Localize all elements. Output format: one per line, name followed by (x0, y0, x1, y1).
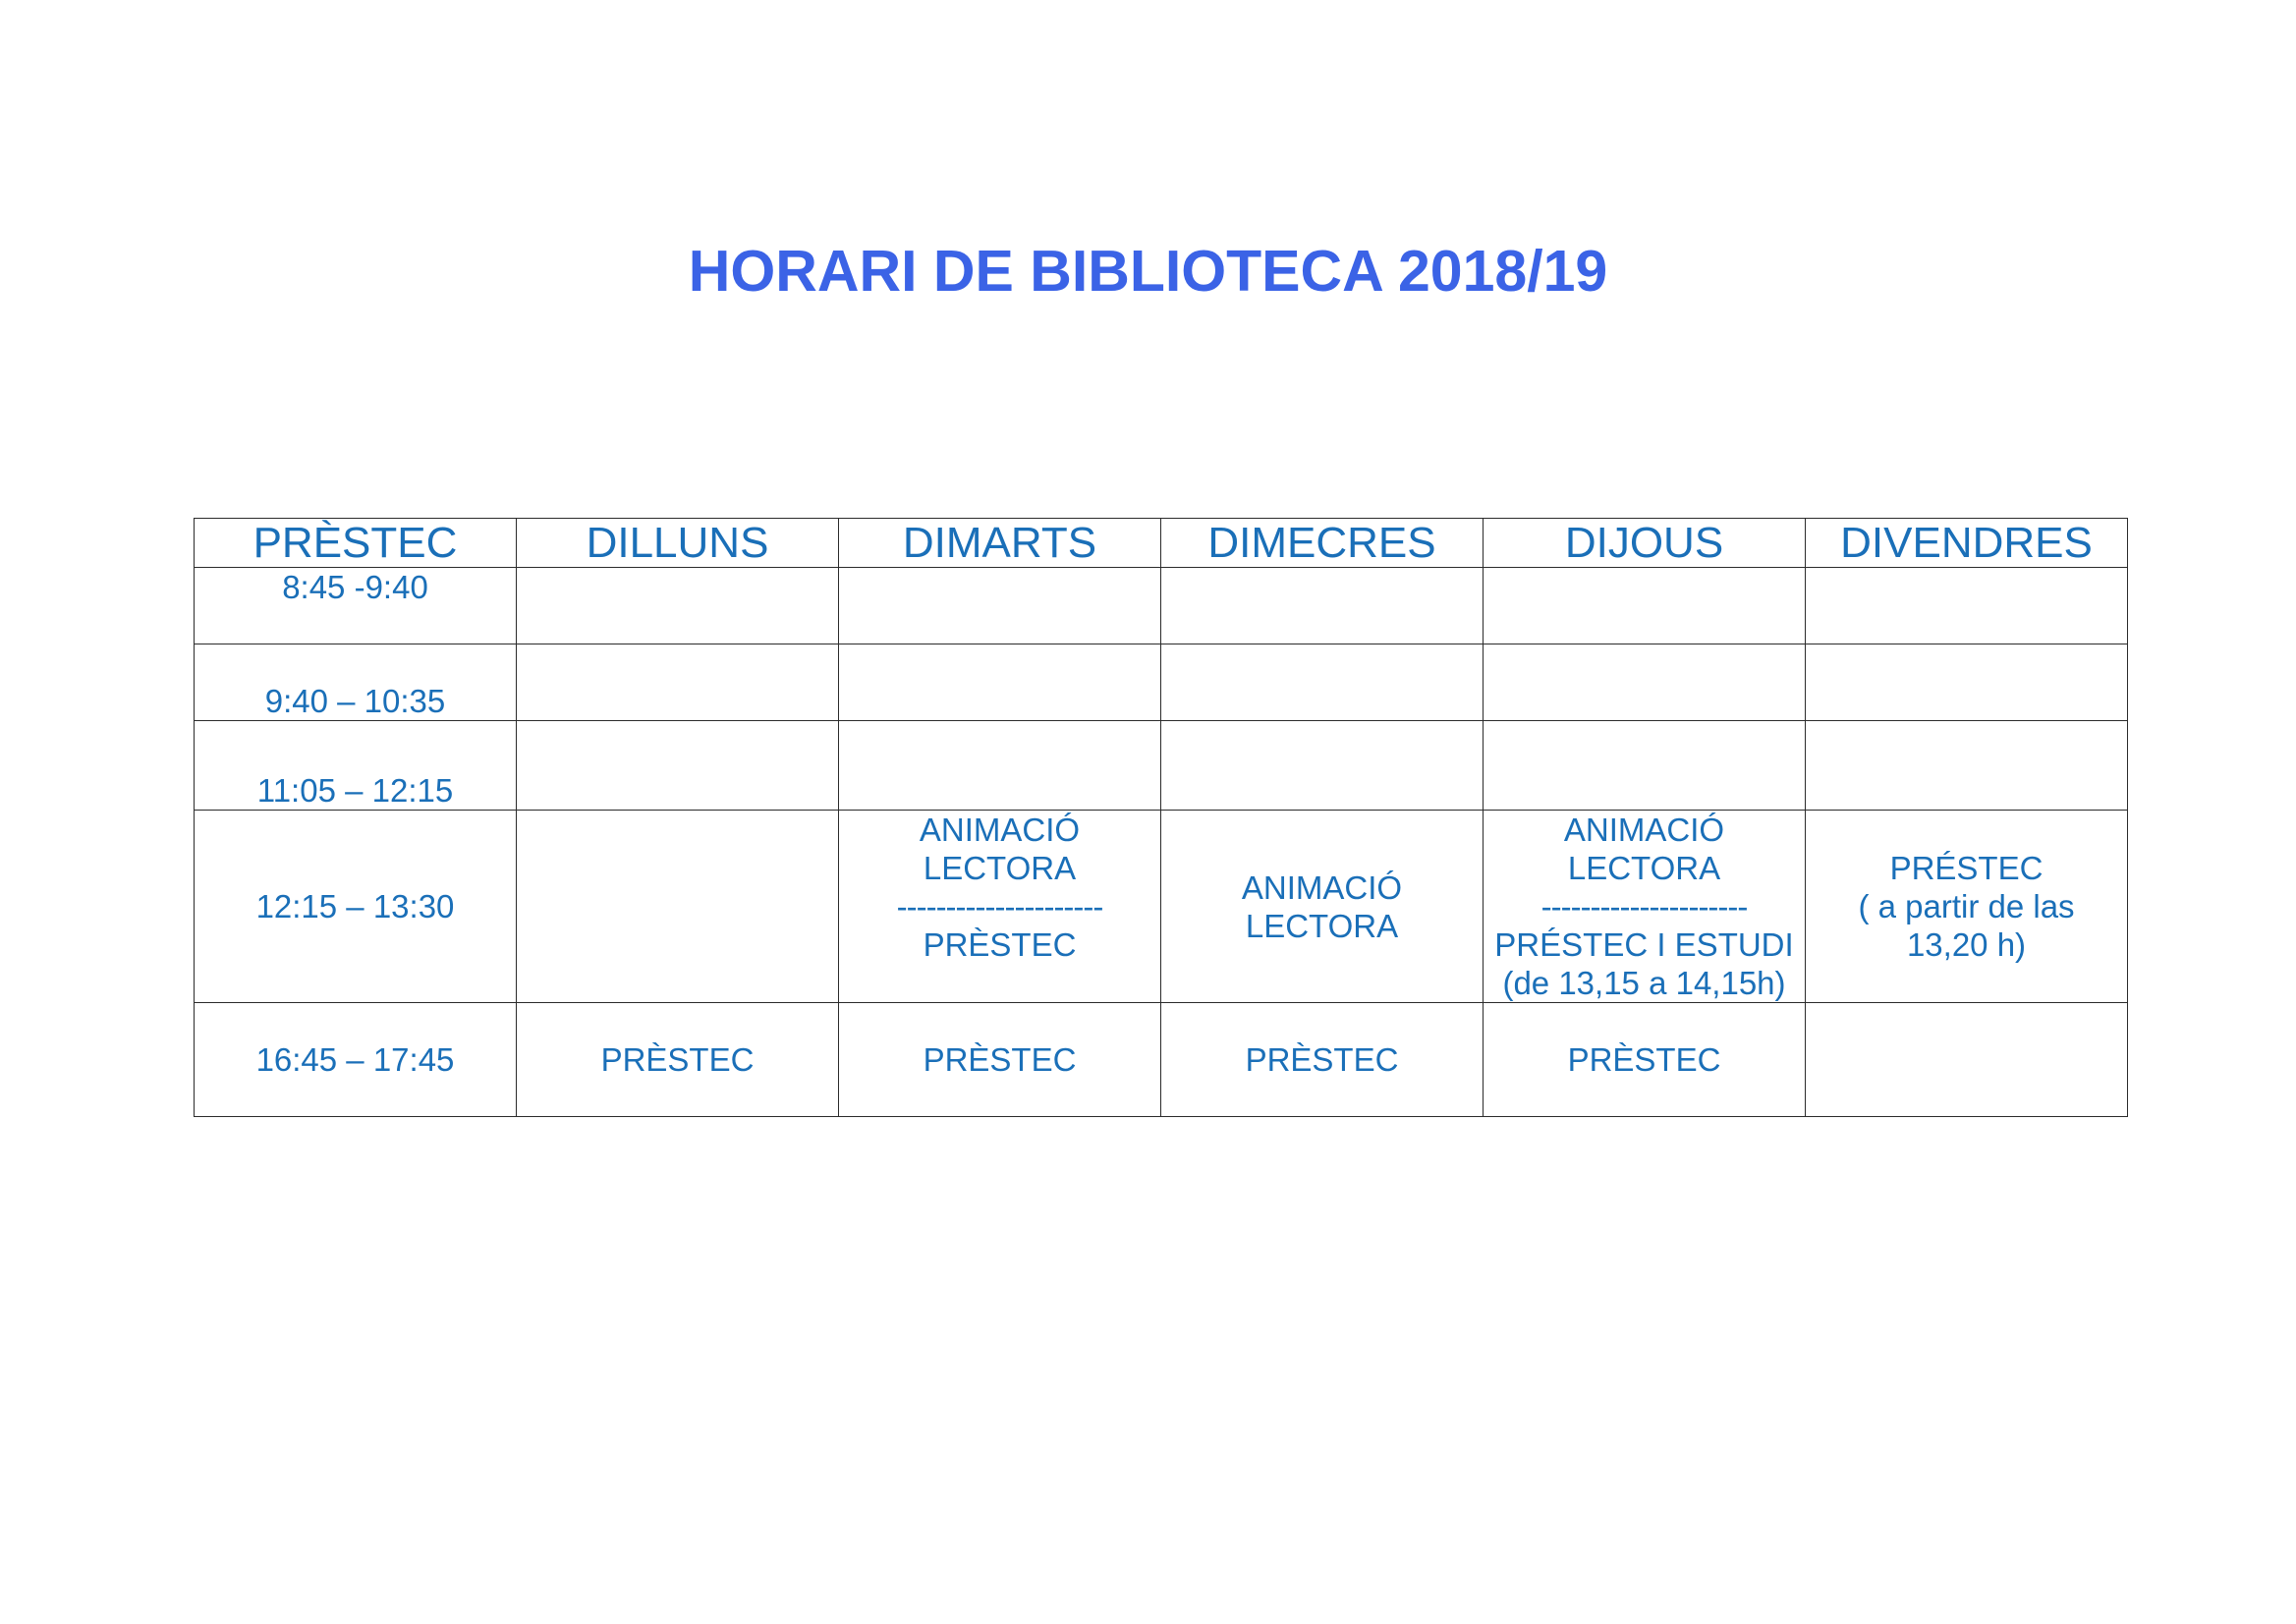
cell-text: ANIMACIÓ (919, 812, 1081, 848)
table-row (195, 568, 2128, 644)
table-cell (517, 721, 839, 811)
cell-text: (de 13,15 a 14,15h) (1502, 965, 1786, 1001)
table-cell (517, 644, 839, 721)
cell-text: LECTORA (1245, 907, 1399, 944)
cell-text: LECTORA (923, 850, 1077, 886)
table-cell (1806, 644, 2128, 721)
cell-text: ANIMACIÓ (1563, 812, 1725, 848)
table-cell (517, 811, 839, 1003)
cell-text: PRÉSTEC (1889, 850, 2044, 886)
cell-text: PRÈSTEC (923, 926, 1077, 963)
cell-text: LECTORA (1567, 850, 1721, 886)
table-cell (1484, 568, 1806, 644)
table-cell (1484, 811, 1806, 1003)
divider-line: --------------------- (1540, 888, 1748, 924)
table-cell (1161, 811, 1484, 1003)
header-cell-dijous: DIJOUS (1484, 519, 1806, 568)
table-cell (1484, 644, 1806, 721)
table-row (195, 721, 2128, 811)
table-row (195, 1003, 2128, 1117)
time-cell: 8:45 -9:40 (195, 568, 517, 644)
table-cell (517, 568, 839, 644)
page-title: HORARI DE BIBLIOTECA 2018/19 (688, 239, 1608, 304)
time-cell: 12:15 – 13:30 (195, 811, 517, 1003)
table-cell (1806, 568, 2128, 644)
schedule-table (194, 518, 2128, 1117)
table-cell (839, 811, 1161, 1003)
time-cell: 16:45 – 17:45 (195, 1003, 517, 1117)
table-cell (1484, 721, 1806, 811)
table-cell (1806, 811, 2128, 1003)
header-cell-divendres: DIVENDRES (1806, 519, 2128, 568)
header-row (195, 519, 2128, 568)
divider-line: --------------------- (896, 888, 1103, 924)
cell-text: ( a partir de las (1858, 888, 2075, 924)
table-cell (1806, 721, 2128, 811)
cell-text: PRÉSTEC I ESTUDI (1494, 926, 1794, 963)
table-cell (839, 644, 1161, 721)
header-cell-dimecres: DIMECRES (1161, 519, 1484, 568)
table-cell (1161, 568, 1484, 644)
table-cell (1806, 1003, 2128, 1117)
table-cell (1484, 1003, 1806, 1117)
cell-text: PRÈSTEC (1245, 1041, 1399, 1078)
cell-text: PRÈSTEC (923, 1041, 1077, 1078)
time-cell: 9:40 – 10:35 (195, 644, 517, 721)
table-cell (517, 1003, 839, 1117)
table-cell (1161, 721, 1484, 811)
header-cell-dimarts: DIMARTS (839, 519, 1161, 568)
cell-text: PRÈSTEC (600, 1041, 755, 1078)
table-row (195, 644, 2128, 721)
table-cell (839, 721, 1161, 811)
table-cell (1161, 1003, 1484, 1117)
cell-text: 13,20 h) (1906, 926, 2027, 963)
header-cell-prestec: PRÈSTEC (195, 519, 517, 568)
table-cell (839, 568, 1161, 644)
header-cell-dilluns: DILLUNS (517, 519, 839, 568)
time-cell: 11:05 – 12:15 (195, 721, 517, 811)
cell-text: ANIMACIÓ (1241, 868, 1403, 906)
table-row (195, 811, 2128, 1003)
table-cell (1161, 644, 1484, 721)
table-cell (839, 1003, 1161, 1117)
cell-text: PRÈSTEC (1567, 1041, 1721, 1078)
